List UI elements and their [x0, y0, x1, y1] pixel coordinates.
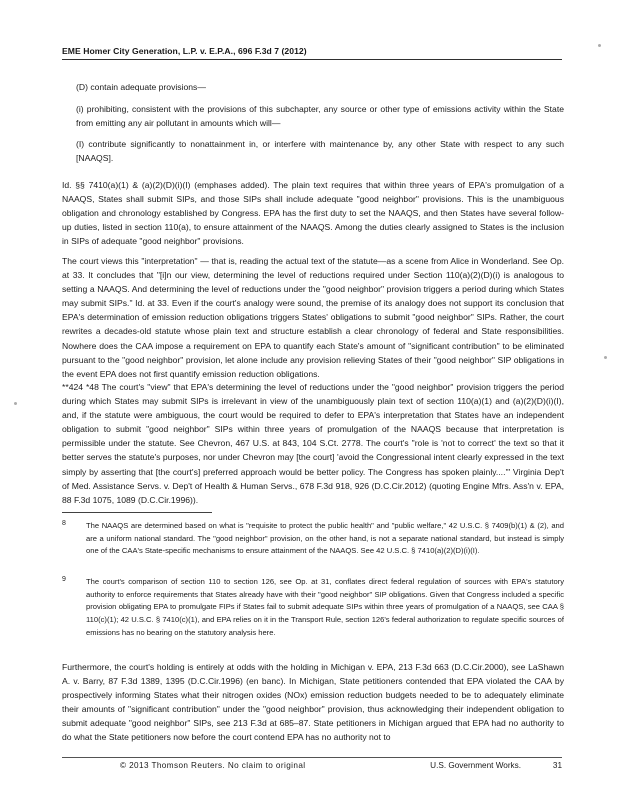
- paragraph-1-text: Id. §§ 7410(a)(1) & (a)(2)(D)(i)(I) (emphases added). The plain text requires that within three years of EPA's promulgation of a NAAQS, States shall submit SIPs, and those SIPs shall include adequate "good neighbor" provisions. This is the unambiguous obligation and chronology established by Congress. EPA has the first duty to set the NAAQS, and then States have several follow-up duties, listed in section 110(a), to ensure attainment of the NAAQS. Among the duties clearly assigned to States is the inclusion in SIPs of adequate "good neighbor" provisions.: [62, 180, 564, 247]
- running-head: EME Homer City Generation, L.P. v. E.P.A., 696 F.3d 7 (2012): [62, 46, 307, 56]
- header-divider: [62, 59, 562, 60]
- footer-gov-works: U.S. Government Works.: [430, 761, 522, 770]
- quote-lead: (D) contain adequate provisions—: [76, 82, 206, 92]
- page-number: 31: [552, 761, 562, 770]
- paragraph-2-text: The court views this "interpretation" — that is, reading the actual text of the statute—as a scene from Alice in Wonderland. See Op. at 33. It concludes that "[i]n our view, determining the level of reductions required under Section 110(a)(2)(D)(i) is analogous to setting a NAAQS. And determining the level of reductions under the "good neighbor" provision triggers a period during which States may submit SIPs." Id. at 33. Even if the court's analogy were sound, the premise of its analogy does not support its conclusion that EPA's determination of emission reduction obligations triggers States' obligations to submit "good neighbor" SIPs. Rather, the court rewrites a decades-old statute whose plain text and structure establish a clear chronology of federal and State responsibilities. Nowhere does the CAA impose a requirement on EPA to quantify each State's amount of "significant contribution" to be eliminated pursuant to the "good neighbor" provision, let alone include any provision relieving States of their "good neighbor" SIP obligations in the event EPA does not first quantify emission reduction obligations.: [62, 256, 564, 379]
- footer-right: [430, 761, 562, 770]
- quote-item-I: (I) contribute significantly to nonattainment in, or interfere with maintenance by, any other State with respect to any such [NAAQS].: [76, 139, 564, 164]
- paragraph-3-text: Furthermore, the court's holding is entirely at odds with the holding in Michigan v. EPA, 213 F.3d 663 (D.C.Cir.2000), see LaShawn A. v. Barry, 87 F.3d 1389, 1395 (D.C.Cir.1996) (en banc). In Michigan, State petitioners contended that EPA violated the CAA by prospectively informing States what their nitrogen oxides (NOx) emission reduction budgets needed to be to adequately eliminate their amounts of "significant contribution" under the "good neighbor" provision, thus acknowledging their independent obligation to submit adequate "good neighbor" SIPs, see 213 F.3d at 685–87. State petitioners in Michigan argued that EPA had no authority to do what the State petitioners now before the court contend EPA has no authority not to: [62, 662, 564, 743]
- footnote-8-text: The NAAQS are determined based on what is "requisite to protect the public health" and "public welfare," 42 U.S.C. § 7409(b)(1) & (2), and are a uniform national standard. The "good neighbor" provision, on the other hand, is not a separate national standard, but instead is simply one of the CAA's State-specific mechanisms to ensure attainment of the NAAQS. See 42 U.S.C. § 7410(a)(2)(D)(i)(I).: [86, 521, 564, 556]
- scan-speckle: [598, 44, 601, 47]
- scan-speckle: [604, 356, 607, 359]
- paragraph-2b: [62, 380, 564, 507]
- footnote-9-text: The court's comparison of section 110 to section 126, see Op. at 31, conflates direct federal regulation of sources with EPA's statutory authority to enforce requirements that States already have with their "good neighbor" SIP obligations. Given that Congress included a specific provision obligating EPA to promulgate FIPs if States fail to submit adequate SIPs within three years of promulgation of a NAAQS, see CAA § 110(c)(1); 42 U.S.C. § 7410(c)(1), and EPA relies on it in the Transport Rule, section 126's federal authorization to regulate specific sources of emissions has no bearing on the statutory analysis here.: [86, 577, 564, 637]
- paragraph-2: [62, 254, 564, 381]
- footnote-9-number: 9: [62, 576, 66, 583]
- quote-item-i: (i) prohibiting, consistent with the provisions of this subchapter, any source or other type of emissions activity within the State from emitting any air pollutant in amounts which will—: [76, 104, 564, 129]
- footnote-8-number: 8: [62, 520, 66, 527]
- paragraph-3: [62, 660, 564, 745]
- footer-divider: [62, 757, 562, 758]
- footnote-divider: [62, 512, 212, 513]
- statutory-quote: [62, 80, 564, 165]
- scan-speckle: [14, 402, 17, 405]
- paragraph-2b-text: **424 *48 The court's "view" that EPA's determining the level of reductions under the "good neighbor" provision triggers the period during which States may submit SIPs is irrelevant in view of the unambiguously plain text of section 110(a)(1) and (a)(2)(D)(i)(I), and, if the statute were ambiguous, the court would be required to defer to EPA's interpretation that States have an independent obligation to submit "good neighbor" SIPs within three years of promulgation of the NAAQS because that interpretation is permissible under the statute. See Chevron, 467 U.S. at 843, 104 S.Ct. 2778. The court's "role is 'not to correct' the text so that it better serves the statute's purposes, nor under Chevron may [the court] 'avoid the Congressional intent clearly expressed in the text simply by asserting that [the court's] preferred approach would be better policy. The Congress has spoken plainly....'" Virginia Dep't of Med. Assistance Servs. v. Dep't of Health & Human Servs., 678 F.3d 918, 926 (D.C.Cir.2012) (quoting Engine Mfrs. Ass'n v. EPA, 88 F.3d 1075, 1089 (D.C.Cir.1996)).: [62, 382, 564, 505]
- footnote-9: [62, 576, 564, 640]
- footer-copyright: © 2013 Thomson Reuters. No claim to original: [120, 761, 306, 770]
- paragraph-1: [62, 178, 564, 248]
- footnote-8: [62, 520, 564, 558]
